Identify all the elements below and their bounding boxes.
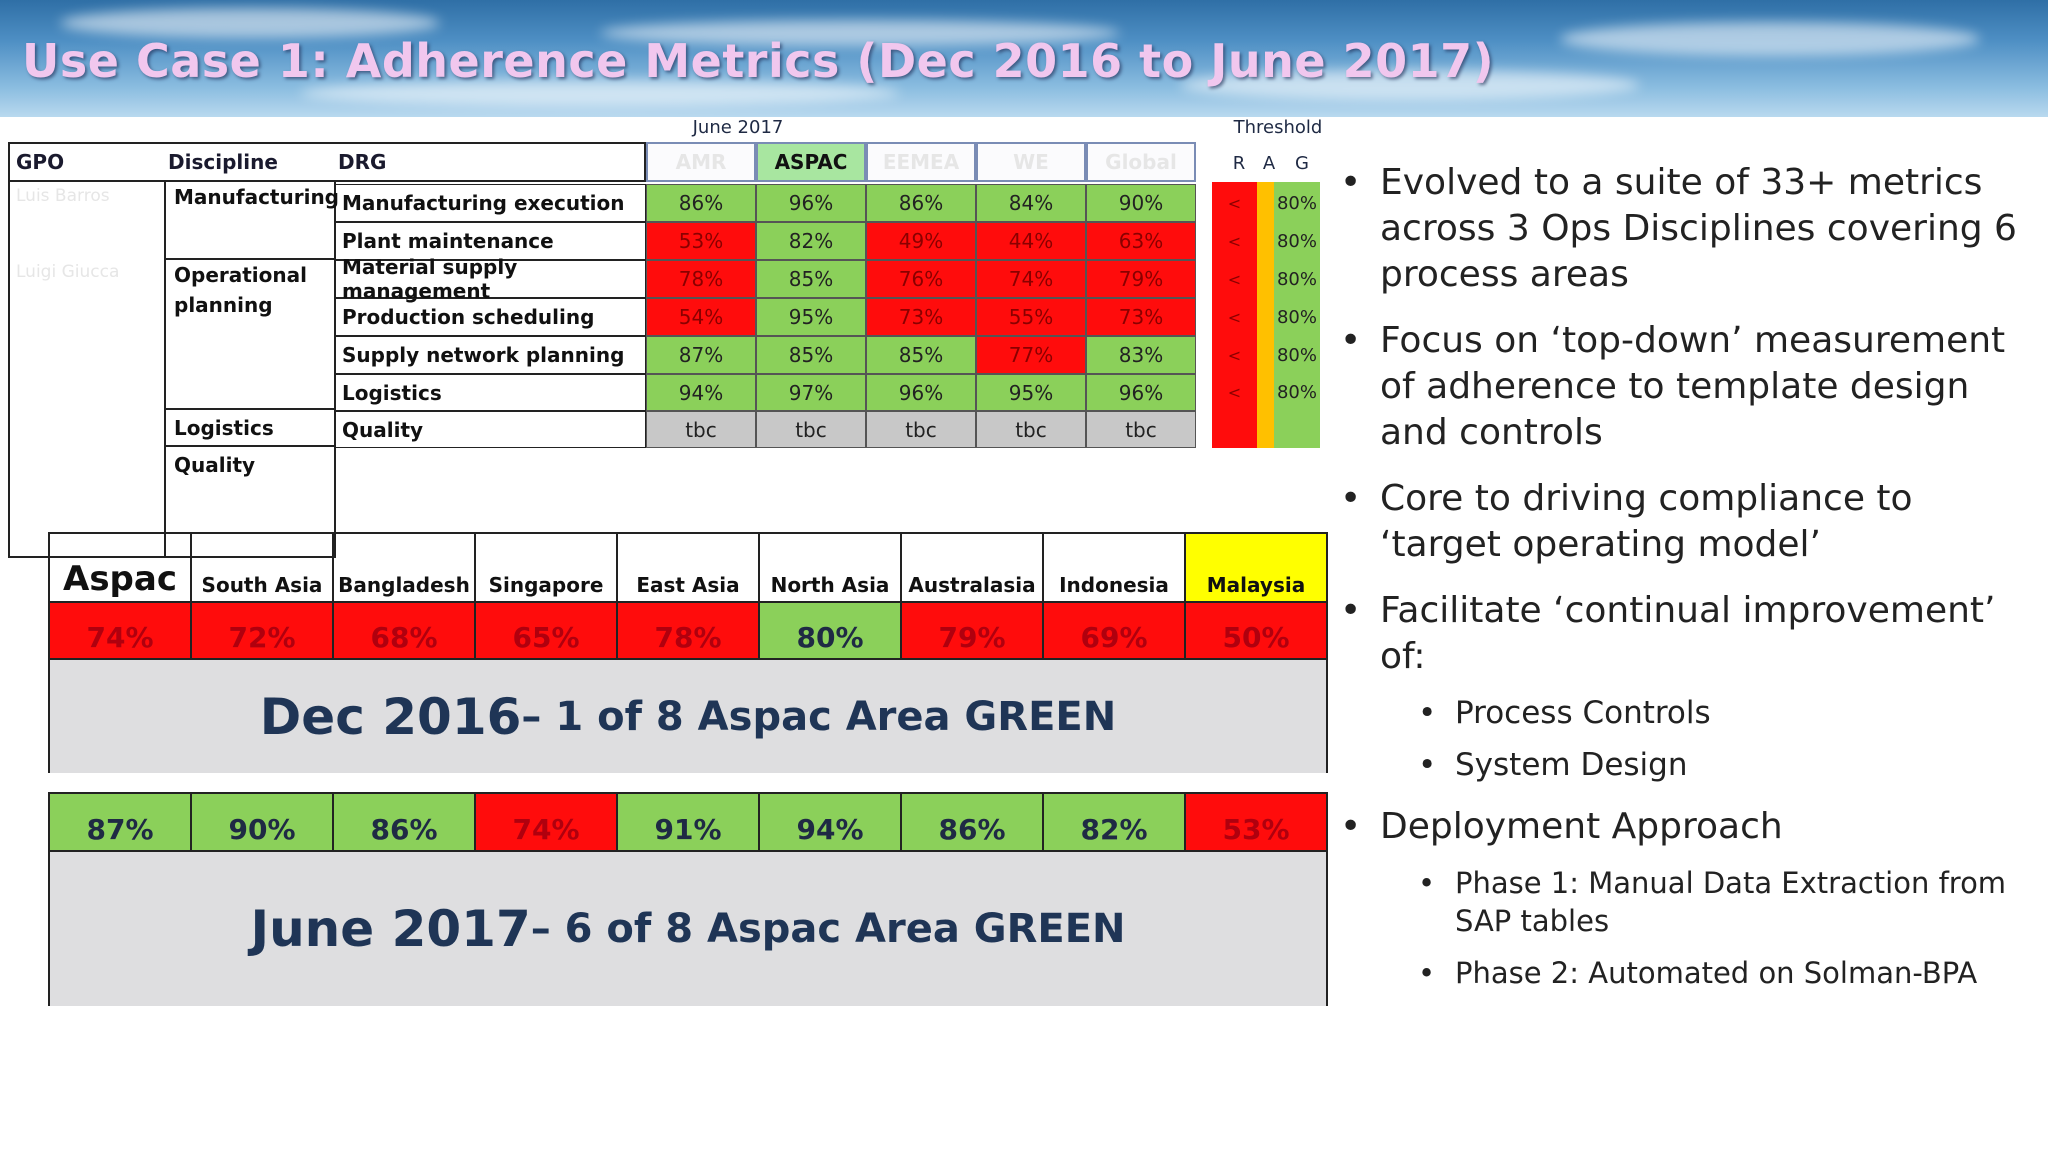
june-area-value: 86%	[334, 794, 476, 850]
june-area-value: 53%	[1186, 794, 1326, 850]
region-header-global: Global	[1086, 142, 1196, 182]
metric-cell: 97%	[756, 374, 866, 411]
threshold-green-value: 80%	[1276, 344, 1317, 366]
metric-cell: 83%	[1086, 336, 1196, 374]
dec-caption	[50, 658, 1326, 773]
gpo-header: GPO	[16, 150, 65, 174]
dec-caption-summary: – 1 of 8 Aspac Area GREEN	[521, 693, 1117, 740]
metric-cell: 96%	[756, 184, 866, 222]
metric-cell: 86%	[866, 184, 976, 222]
june-area-value: 87%	[50, 794, 192, 850]
region-header-amr: AMR	[646, 142, 756, 182]
area-header-singapore: Singapore	[476, 534, 618, 601]
metric-cell: 87%	[646, 336, 756, 374]
area-header-north-asia: North Asia	[760, 534, 902, 601]
metric-cell: 55%	[976, 298, 1086, 336]
region-header-aspac: ASPAC	[756, 142, 866, 182]
bullet-deployment-approach	[1340, 804, 2040, 992]
threshold-green-value: 80%	[1276, 382, 1317, 403]
discipline-column	[166, 182, 339, 558]
dec-area-value: 65%	[476, 603, 618, 658]
discipline-logistics: Logistics	[174, 415, 274, 440]
drg-production-scheduling: Production scheduling	[336, 298, 646, 336]
area-header-malaysia: Malaysia	[1186, 534, 1326, 601]
threshold-header-r: R	[1232, 152, 1246, 174]
threshold-red-value: <	[1227, 345, 1242, 365]
bullet-compliance: • Core to driving compliance to ‘target operating model’	[1340, 476, 2040, 568]
metric-cell: 95%	[976, 374, 1086, 411]
metric-cell: 95%	[756, 298, 866, 336]
threshold-header-a: A	[1262, 152, 1276, 174]
area-header-australasia: Australasia	[902, 534, 1044, 601]
sub-bullet-phase-1: • Phase 1: Manual Data Extraction from SAP tables	[1418, 864, 2040, 940]
dec-area-value: 68%	[334, 603, 476, 658]
june-area-value: 91%	[618, 794, 760, 850]
threshold-bar-a	[1257, 182, 1274, 448]
june-area-value: 74%	[476, 794, 618, 850]
discipline-quality: Quality	[174, 452, 256, 477]
drg-manufacturing-execution: Manufacturing execution	[336, 184, 646, 222]
metric-cell: 79%	[1086, 260, 1196, 298]
june-caption-date: June 2017	[250, 900, 531, 958]
drg-header: DRG	[338, 150, 387, 174]
metric-cell: 49%	[866, 222, 976, 260]
metric-cell: 85%	[756, 336, 866, 374]
title-banner	[0, 0, 2048, 117]
area-header-east-asia: East Asia	[618, 534, 760, 601]
gpo-name-2: Luigi Giucca	[16, 262, 120, 282]
metric-cell: tbc	[646, 411, 756, 448]
june-area-value: 82%	[1044, 794, 1186, 850]
threshold-red-value: <	[1227, 269, 1242, 289]
region-header-we: WE	[976, 142, 1086, 182]
metric-cell: 90%	[1086, 184, 1196, 222]
metric-cell: 73%	[866, 298, 976, 336]
threshold-green-value: 80%	[1276, 268, 1317, 290]
dec-area-value: 69%	[1044, 603, 1186, 658]
june-caption	[50, 850, 1326, 1006]
metric-cell: 85%	[756, 260, 866, 298]
metric-cell: 63%	[1086, 222, 1196, 260]
page-title: Use Case 1: Adherence Metrics (Dec 2016 to June 2017)	[22, 34, 1495, 88]
threshold-red-value: <	[1227, 383, 1242, 402]
dec-area-value: 79%	[902, 603, 1044, 658]
area-header-aspac: Aspac	[50, 534, 192, 601]
drg-logistics: Logistics	[336, 374, 646, 411]
metric-cell: 96%	[866, 374, 976, 411]
dec-area-value: 80%	[760, 603, 902, 658]
metric-cell: 53%	[646, 222, 756, 260]
metric-cell: 44%	[976, 222, 1086, 260]
dec-area-value: 74%	[50, 603, 192, 658]
bullet-continual-improvement	[1340, 588, 2040, 784]
june-area-value: 86%	[902, 794, 1044, 850]
area-header-indonesia: Indonesia	[1044, 534, 1186, 601]
area-header-south-asia: South Asia	[192, 534, 334, 601]
metric-cell: 74%	[976, 260, 1086, 298]
threshold-red-value: <	[1227, 193, 1242, 213]
drg-material-supply-management: Material supply management	[336, 260, 646, 298]
metric-cell: 78%	[646, 260, 756, 298]
drg-plant-maintenance: Plant maintenance	[336, 222, 646, 260]
gpo-name-1: Luis Barros	[16, 186, 110, 206]
metric-cell: tbc	[756, 411, 866, 448]
sub-bullet-system-design: • System Design	[1418, 746, 2040, 784]
discipline-operational-planning: Operational planning	[174, 263, 307, 317]
metric-cell: 96%	[1086, 374, 1196, 411]
metric-cell: tbc	[866, 411, 976, 448]
metric-cell: 85%	[866, 336, 976, 374]
metric-cell: 82%	[756, 222, 866, 260]
threshold-red-value: <	[1227, 307, 1242, 327]
discipline-manufacturing: Manufacturing	[174, 185, 339, 209]
bullet-metrics-suite: • Evolved to a suite of 33+ metrics across 3 Ops Disciplines covering 6 process areas	[1340, 160, 2040, 298]
sub-bullet-phase-2: • Phase 2: Automated on Solman-BPA	[1418, 954, 2040, 992]
drg-quality: Quality	[336, 411, 646, 448]
metric-cell: 86%	[646, 184, 756, 222]
june-area-value: 94%	[760, 794, 902, 850]
dec-area-value: 72%	[192, 603, 334, 658]
june-area-value: 90%	[192, 794, 334, 850]
region-header-eemea: EEMEA	[866, 142, 976, 182]
aspac-dec-2016-table	[48, 532, 1328, 773]
drg-supply-network-planning: Supply network planning	[336, 336, 646, 374]
dec-area-value: 50%	[1186, 603, 1326, 658]
dec-caption-date: Dec 2016	[259, 687, 522, 746]
period-label: June 2017	[692, 116, 784, 138]
bullet-list	[1340, 160, 2040, 1012]
threshold-label: Threshold	[1233, 116, 1323, 138]
metric-cell: tbc	[976, 411, 1086, 448]
metric-cell: 84%	[976, 184, 1086, 222]
threshold-green-value: 80%	[1276, 230, 1317, 252]
dec-area-value: 78%	[618, 603, 760, 658]
aspac-june-2017-table	[48, 792, 1328, 1006]
discipline-header: Discipline	[168, 150, 278, 174]
metric-cell: 73%	[1086, 298, 1196, 336]
adherence-metrics-table	[8, 112, 1338, 477]
bullet-continual-improvement-text: Facilitate ‘continual improvement’ of:	[1380, 590, 1996, 677]
bullet-deployment-approach-text: Deployment Approach	[1380, 806, 1783, 847]
threshold-green-value: 80%	[1276, 192, 1317, 214]
metric-cell: tbc	[1086, 411, 1196, 448]
threshold-red-value: <	[1227, 231, 1242, 251]
june-caption-summary: – 6 of 8 Aspac Area GREEN	[530, 906, 1126, 952]
metric-cell: 76%	[866, 260, 976, 298]
threshold-green-value: 80%	[1276, 306, 1317, 328]
area-header-bangladesh: Bangladesh	[334, 534, 476, 601]
metric-cell: 94%	[646, 374, 756, 411]
threshold-header-g: G	[1295, 152, 1309, 174]
sub-bullet-process-controls: • Process Controls	[1418, 694, 2040, 732]
metric-cell: 54%	[646, 298, 756, 336]
gpo-column	[8, 182, 166, 558]
bullet-top-down: • Focus on ‘top-down’ measurement of adherence to template design and controls	[1340, 318, 2040, 456]
metric-cell: 77%	[976, 336, 1086, 374]
